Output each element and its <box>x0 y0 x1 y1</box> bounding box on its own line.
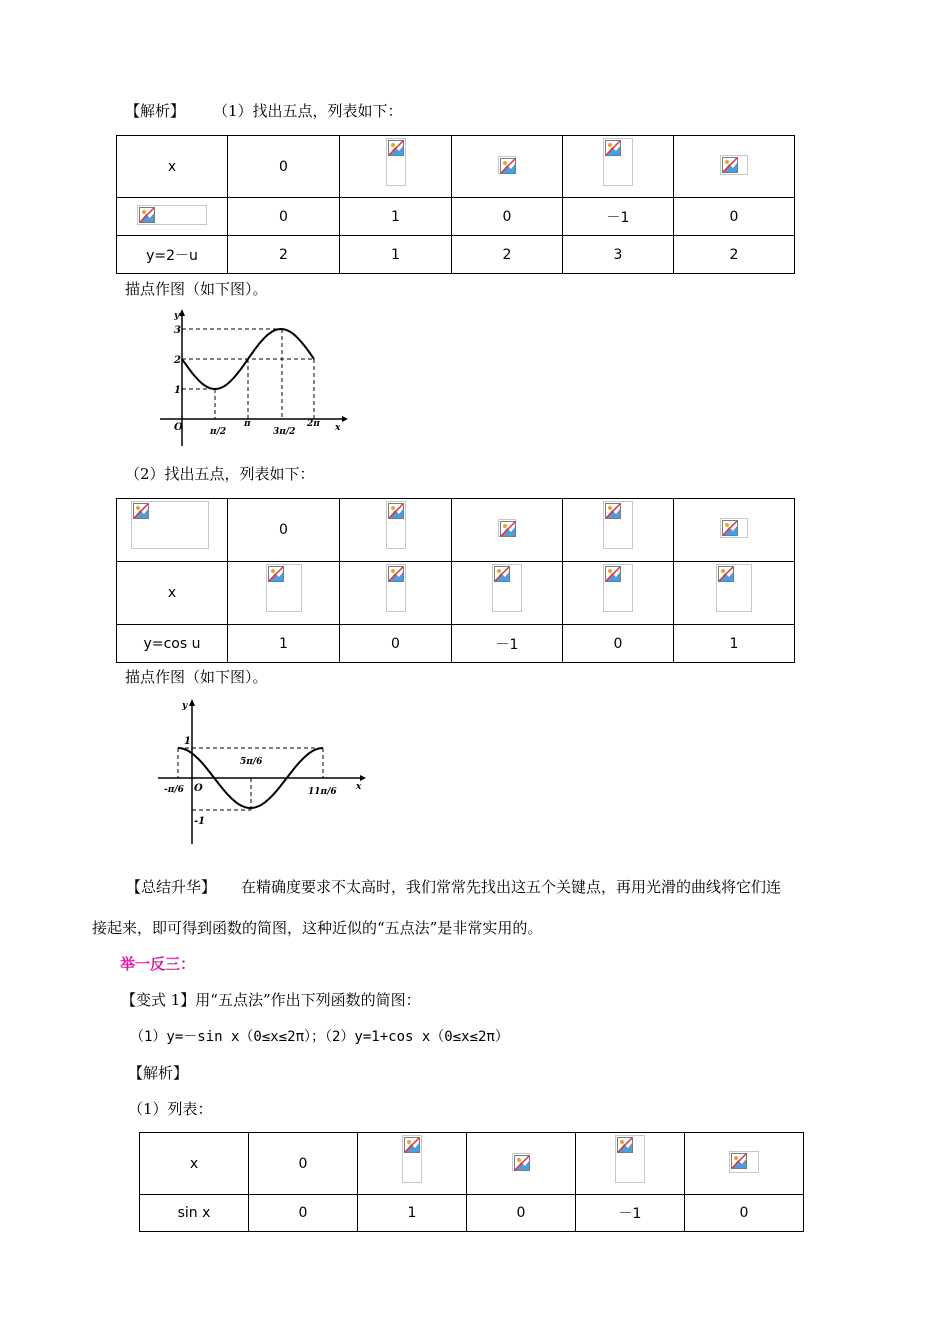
x-axis-label: x <box>356 782 362 792</box>
broken-image-icon <box>720 155 748 175</box>
broken-image-icon <box>386 564 406 612</box>
x-tick: 11π/6 <box>308 787 337 797</box>
solution-heading: 【解析】 （1）找出五点，列表如下： <box>125 102 403 120</box>
table-1 <box>116 135 795 274</box>
x-tick: 2π <box>307 419 320 429</box>
plot-caption-1: 描点作图（如下图）。 <box>125 280 268 298</box>
x-tick: π <box>244 419 251 429</box>
broken-image-icon <box>498 519 516 537</box>
broken-image-icon <box>266 564 302 612</box>
summary-line1: 【总结升华】 在精确度要求不太高时，我们常常先找出这五个关键点，再用光滑的曲线将它们连 <box>126 878 782 896</box>
summary-line2: 接起来，即可得到函数的简图，这种近似的“五点法”是非常实用的。 <box>92 919 543 937</box>
x-arrow <box>360 775 366 781</box>
graph-2 <box>150 696 370 848</box>
broken-image-icon <box>137 205 207 225</box>
practice-solution-heading: 【解析】 <box>128 1064 189 1082</box>
variant-heading: 【变式 1】用“五点法”作出下列函数的简图： <box>121 991 421 1009</box>
guide-lines <box>182 329 314 419</box>
x-tick: π/2 <box>210 427 227 437</box>
broken-image-icon <box>498 156 516 174</box>
table-row: x 0 <box>140 1133 804 1195</box>
y-tick: 3 <box>174 325 181 336</box>
y-tick: 1 <box>174 385 181 396</box>
broken-image-icon <box>615 1135 645 1183</box>
broken-image-icon <box>402 1135 422 1183</box>
y-tick: 1 <box>184 736 191 747</box>
broken-image-icon <box>716 564 752 612</box>
graph-1 <box>152 306 352 452</box>
broken-image-icon <box>386 501 406 549</box>
x-tick: -π/6 <box>164 785 184 795</box>
table-row: 0 1 0 －1 0 <box>117 198 795 236</box>
table-row: y=cos u 1 0 －1 0 1 <box>117 625 795 663</box>
y-arrow <box>189 699 195 706</box>
table-2 <box>116 498 795 663</box>
table-3 <box>139 1132 804 1232</box>
broken-image-icon <box>512 1153 530 1171</box>
x-axis-label: x <box>335 423 341 433</box>
y-axis-label: y <box>174 311 180 321</box>
table-row: x <box>117 562 795 625</box>
broken-image-icon <box>603 138 633 186</box>
origin-label: O <box>174 422 183 433</box>
table-row: y=2－u 2 1 2 3 2 <box>117 236 795 274</box>
plot-caption-2: 描点作图（如下图）。 <box>125 668 268 686</box>
practice-title: 举一反三： <box>120 955 196 973</box>
table-row: 0 <box>117 499 795 562</box>
table-row: sin x 0 1 0 －1 0 <box>140 1195 804 1232</box>
y-tick: 2 <box>174 355 181 366</box>
broken-image-icon <box>386 138 406 186</box>
broken-image-icon <box>603 501 633 549</box>
origin-label: O <box>194 783 203 794</box>
x-arrow <box>342 416 348 422</box>
y-arrow <box>179 309 185 316</box>
y-axis-label: y <box>182 701 188 711</box>
broken-image-icon <box>603 564 633 612</box>
x-tick: 3π/2 <box>273 427 296 437</box>
y-tick: -1 <box>194 816 206 827</box>
part2-intro: （2）找出五点，列表如下： <box>125 465 315 483</box>
variant-problems: （1）y=－sin x（0≤x≤2π）；（2）y=1+cos x（0≤x≤2π） <box>130 1029 509 1045</box>
broken-image-icon <box>720 518 748 538</box>
x-tick: 5π/6 <box>240 757 263 767</box>
broken-image-icon <box>729 1151 759 1173</box>
broken-image-icon <box>492 564 522 612</box>
table-row: x 0 <box>117 136 795 198</box>
broken-image-icon <box>131 501 209 549</box>
practice-sub: （1）列表： <box>128 1100 213 1118</box>
